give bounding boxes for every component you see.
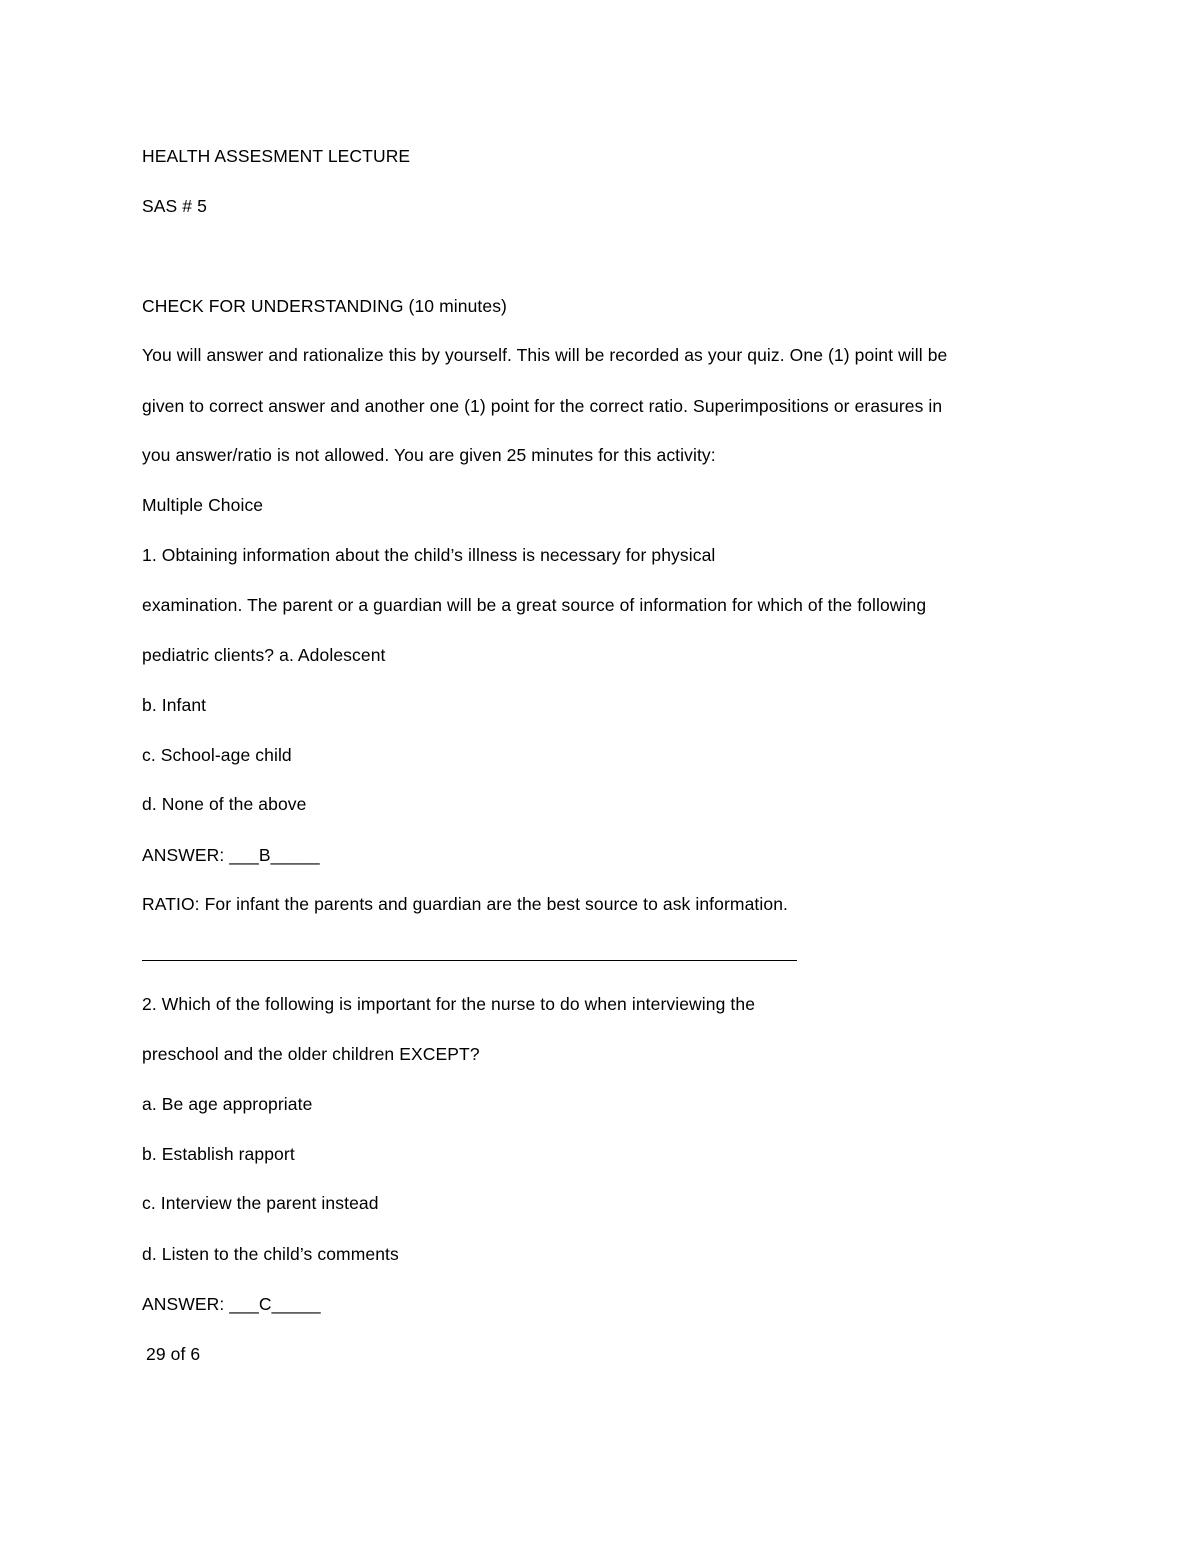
question-1-ratio: RATIO: For infant the parents and guardian are the best source to ask information. bbox=[142, 894, 788, 914]
section-heading: CHECK FOR UNDERSTANDING (10 minutes) bbox=[142, 296, 507, 316]
question-2-text: 2. Which of the following is important for the nurse to do when interviewing the bbox=[142, 994, 756, 1014]
instruction-line: you answer/ratio is not allowed. You are given 25 minutes for this activity: bbox=[142, 445, 716, 465]
question-2-text: preschool and the older children EXCEPT? bbox=[142, 1044, 480, 1064]
question-1-choice: b. Infant bbox=[142, 695, 207, 715]
question-1-text: pediatric clients? a. Adolescent bbox=[142, 645, 386, 665]
question-2-choice: a. Be age appropriate bbox=[142, 1094, 313, 1114]
question-1-choice: c. School-age child bbox=[142, 745, 292, 765]
question-1-text: 1. Obtaining information about the child’s illness is necessary for physical bbox=[142, 545, 716, 565]
instruction-line: You will answer and rationalize this by yourself. This will be recorded as your quiz. One (1) point will be bbox=[142, 345, 948, 365]
question-1-text: examination. The parent or a guardian will be a great source of information for which of the following bbox=[142, 595, 927, 615]
question-2-answer: ANSWER: ___C_____ bbox=[142, 1294, 321, 1314]
document-title: HEALTH ASSESMENT LECTURE bbox=[142, 146, 411, 166]
instruction-line: given to correct answer and another one (1) point for the correct ratio. Superimpositions or erasures in bbox=[142, 396, 943, 416]
separator-rule bbox=[142, 960, 797, 961]
sas-number: SAS # 5 bbox=[142, 196, 207, 216]
question-2-choice: d. Listen to the child’s comments bbox=[142, 1244, 399, 1264]
question-1-choice: d. None of the above bbox=[142, 794, 307, 814]
question-2-choice: b. Establish rapport bbox=[142, 1144, 295, 1164]
question-2-choice: c. Interview the parent instead bbox=[142, 1193, 379, 1213]
quiz-type-label: Multiple Choice bbox=[142, 495, 264, 515]
page-number: 29 of 6 bbox=[146, 1344, 201, 1364]
question-1-answer: ANSWER: ___B_____ bbox=[142, 845, 320, 865]
